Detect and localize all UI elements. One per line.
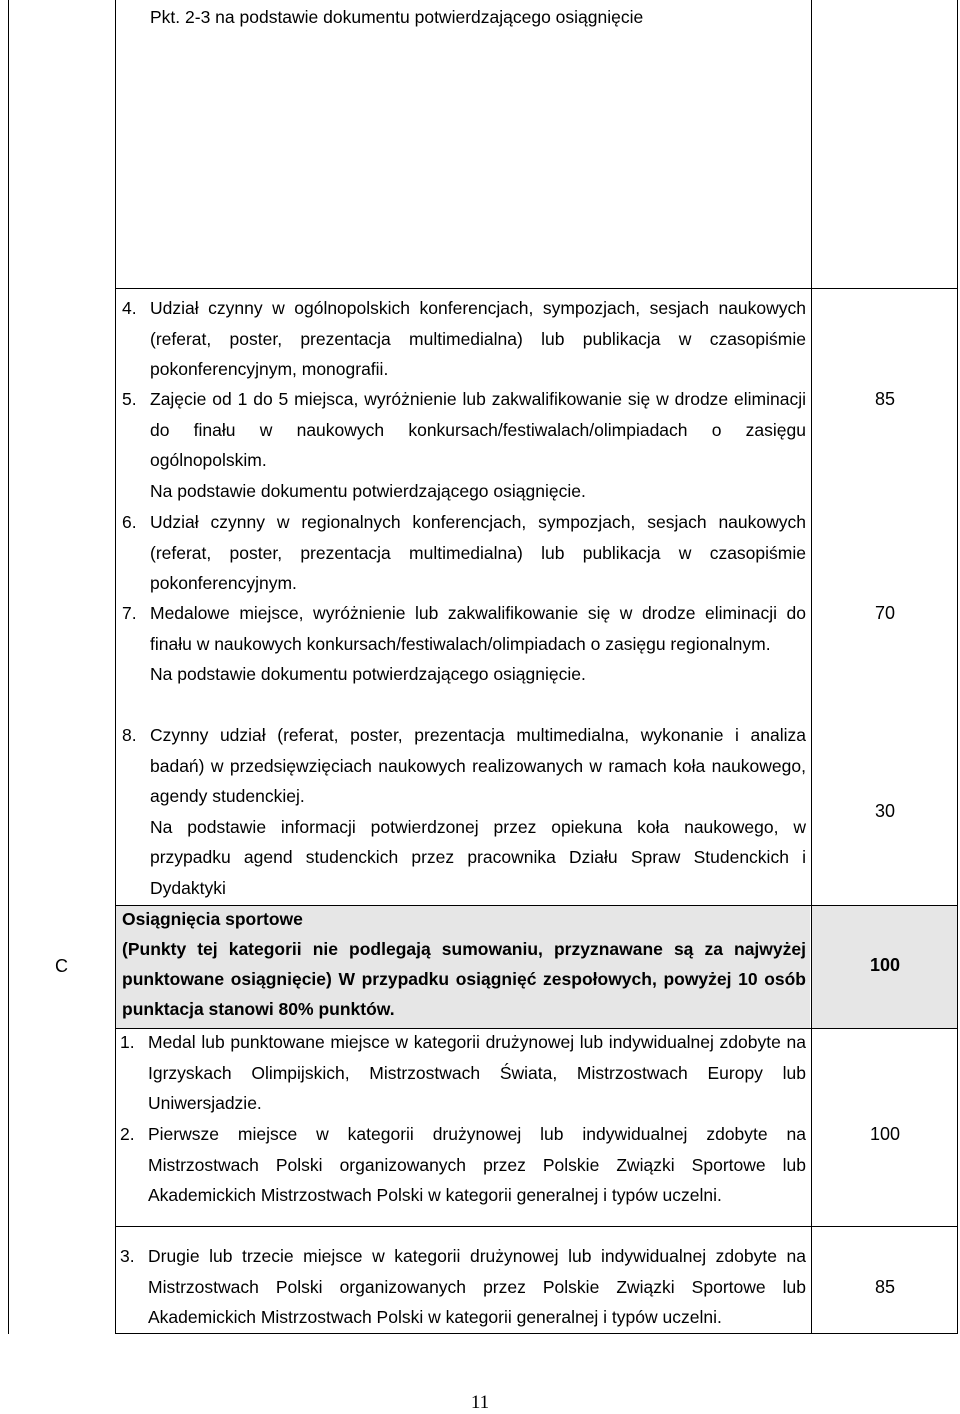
points-item-5: 85 bbox=[874, 389, 896, 409]
item-text: Czynny udział (referat, poster, prezentacja multimedialna, wykonanie i analiza badań) w przedsięwzięciach naukowych realizowanych w ramach koła naukowego, agendy studenckiej. bbox=[150, 725, 806, 806]
item-number: 6. bbox=[122, 512, 137, 532]
item-text: Zajęcie od 1 do 5 miejsca, wyróżnienie lub zakwalifikowanie się w drodze eliminacji do finału w naukowych konkursach/festiwalach/olimpiadach o zasięgu ogólnopolskim. bbox=[150, 389, 806, 470]
item-text: Udział czynny w ogólnopolskich konferencjach, sympozjach, sesjach naukowych (referat, poster, prezentacja multimedialna) lub publikacja w czasopiśmie pokonferencyjnym, monografii. bbox=[150, 298, 806, 379]
points-item-8: 30 bbox=[874, 801, 896, 821]
list-item bbox=[122, 507, 806, 599]
item-note: Na podstawie dokumentu potwierdzającego osiągnięcie. bbox=[150, 480, 586, 501]
item-number: 5. bbox=[122, 389, 137, 409]
table-divider-1 bbox=[115, 0, 116, 1334]
item-number: 4. bbox=[122, 298, 137, 318]
item-note: Na podstawie informacji potwierdzonej przez opiekuna koła naukowego, w przypadku agend studenckich przez pracownika Działu Spraw Studenckich i Dydaktyki bbox=[150, 816, 806, 898]
item-text: Drugie lub trzecie miejsce w kategorii drużynowej lub indywidualnej zdobyte na Mistrzostwach Polski organizowanych przez Polskie Związki Sportowe lub Akademickich Mistrzostwach Polski w kategorii generalnej i typów uczelni. bbox=[148, 1246, 806, 1327]
page-number: 11 bbox=[470, 1392, 490, 1413]
row-divider-sport bbox=[115, 1226, 958, 1227]
item-text: Medal lub punktowane miejsce w kategorii drużynowej lub indywidualnej zdobyte na Igrzyskach Olimpijskich, Mistrzostwach Świata, Mistrzostwach Europy lub Uniwersjadzie. bbox=[148, 1032, 806, 1113]
item-note: Na podstawie dokumentu potwierdzającego osiągnięcie. bbox=[150, 664, 586, 684]
table-border-left bbox=[8, 0, 9, 1334]
list-item bbox=[122, 384, 806, 506]
sport-list-item bbox=[120, 1119, 806, 1211]
item-number: 8. bbox=[122, 725, 137, 745]
sport-list-item bbox=[120, 1027, 806, 1119]
sport-list-item bbox=[120, 1241, 806, 1333]
section-title: Osiągnięcia sportowe bbox=[122, 909, 303, 929]
item-number: 7. bbox=[122, 603, 137, 623]
list-item bbox=[122, 720, 806, 903]
item-text: Medalowe miejsce, wyróżnienie lub zakwalifikowanie się w drodze eliminacji do finału w naukowych konkursach/festiwalach/olimpiadach o zasięgu regionalnym. bbox=[150, 603, 806, 654]
points-sport-2: 100 bbox=[869, 1124, 901, 1144]
row-divider-top bbox=[115, 288, 958, 289]
top-note: Pkt. 2-3 na podstawie dokumentu potwierdzającego osiągnięcie bbox=[150, 7, 644, 27]
points-item-7: 70 bbox=[874, 603, 896, 623]
points-sport-3: 85 bbox=[874, 1277, 896, 1297]
list-item bbox=[122, 293, 806, 385]
section-letter: C bbox=[55, 956, 68, 976]
table-border-bottom bbox=[115, 1333, 958, 1334]
item-text: Pierwsze miejsce w kategorii drużynowej lub indywidualnej zdobyte na Mistrzostwach Polski organizowanych przez Polskie Związki Sportowe lub Akademickich Mistrzostwach Polski w kategorii generalnej i typów uczelni. bbox=[148, 1124, 806, 1205]
item-number: 1. bbox=[120, 1032, 135, 1052]
item-number: 2. bbox=[120, 1124, 135, 1144]
item-number: 3. bbox=[120, 1246, 135, 1266]
item-text: Udział czynny w regionalnych konferencjach, sympozjach, sesjach naukowych (referat, poster, prezentacja multimedialna) lub publikacja w czasopiśmie pokonferencyjnym. bbox=[150, 512, 806, 593]
section-subtitle: (Punkty tej kategorii nie podlegają sumowaniu, przyznawane są za najwyżej punktowane osiągnięcie) W przypadku osiągnięć zespołowych, powyżej 10 osób punktacja stanowi 80% punktów. bbox=[122, 939, 806, 1019]
list-item bbox=[122, 598, 806, 690]
section-points: 100 bbox=[869, 955, 901, 975]
